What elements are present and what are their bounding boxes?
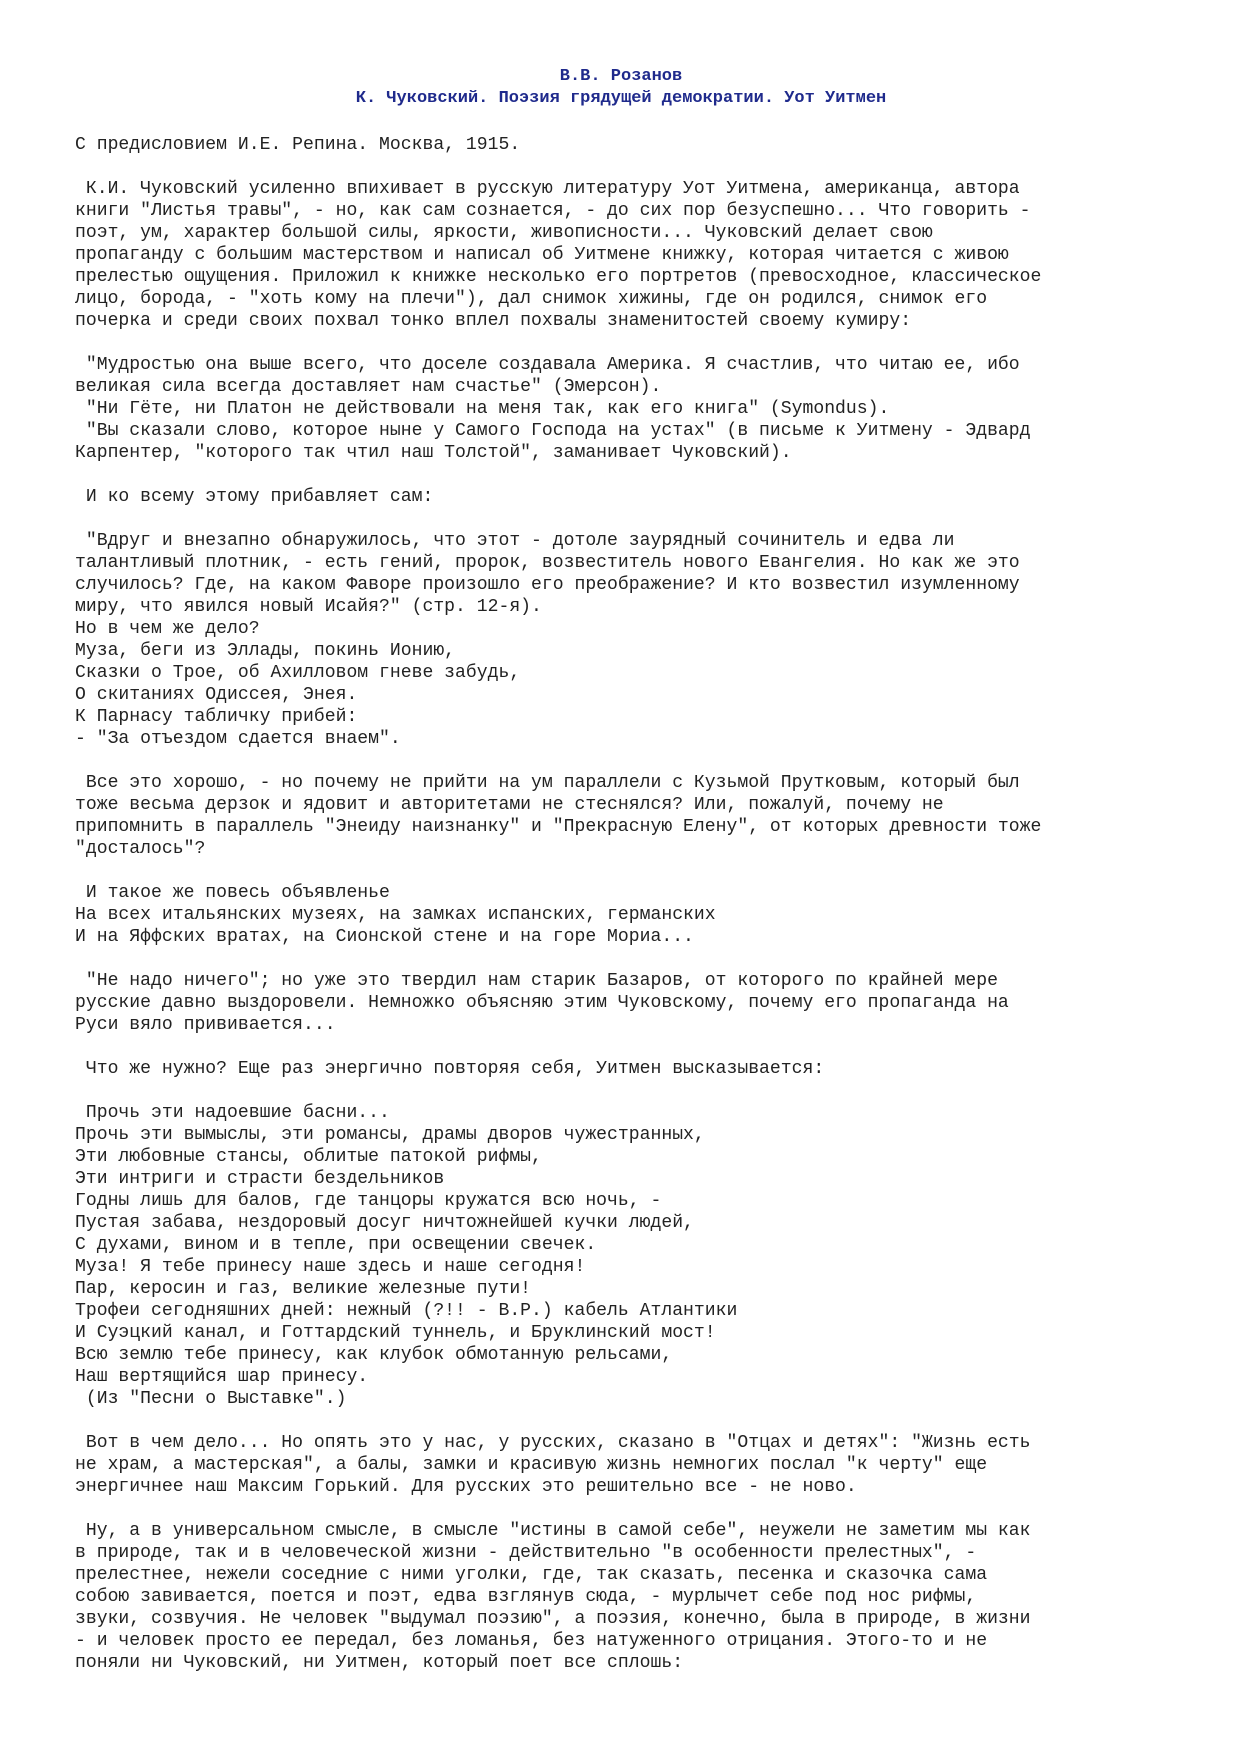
text-line: К.И. Чуковский усиленно впихивает в русскую литературу Уот Уитмена, американца, автора xyxy=(75,179,1020,199)
text-line: Пустая забава, нездоровый досуг ничтожнейшей кучки людей, xyxy=(75,1213,694,1233)
text-line: поэт, ум, характер большой силы, яркости, живописности... Чуковский делает свою xyxy=(75,223,933,243)
text-line: "Вы сказали слово, которое ныне у Самого Господа на устах" (в письме к Уитмену - Эдвард xyxy=(75,421,1031,441)
text-line: Пар, керосин и газ, великие железные пути! xyxy=(75,1279,532,1299)
text-line: О скитаниях Одиссея, Энея. xyxy=(75,685,358,705)
text-line: К Парнасу табличку прибей: xyxy=(75,707,358,727)
text-line: собою завивается, поется и поэт, едва взглянув сюда, - мурлычет себе под нос рифмы, xyxy=(75,1587,977,1607)
paragraph xyxy=(75,1432,1195,1498)
text-line: прелестнее, нежели соседние с ними уголки, где, так сказать, песенка и сказочка сама xyxy=(75,1565,988,1585)
text-line: "Не надо ничего"; но уже это твердил нам старик Базаров, от которого по крайней мере xyxy=(75,971,998,991)
paragraph xyxy=(75,772,1195,860)
text-line: Трофеи сегодняшних дней: нежный (?!! - В.Р.) кабель Атлантики xyxy=(75,1301,738,1321)
text-line: Муза, беги из Эллады, покинь Ионию, xyxy=(75,641,456,661)
paragraph xyxy=(75,970,1195,1036)
paragraph xyxy=(75,1102,1195,1410)
text-line: И такое же повесь объявленье xyxy=(75,883,390,903)
text-line: Сказки о Трое, об Ахилловом гневе забудь, xyxy=(75,663,521,683)
author-name: В.В. Розанов xyxy=(559,67,683,86)
text-line: На всех итальянских музеях, на замках испанских, германских xyxy=(75,905,716,925)
text-line: Эти любовные стансы, облитые патокой рифмы, xyxy=(75,1147,542,1167)
text-line: Муза! Я тебе принесу наше здесь и наше сегодня! xyxy=(75,1257,586,1277)
text-line: пропаганду с большим мастерством и написал об Уитмене книжку, которая читается с живою xyxy=(75,245,1009,265)
text-line: Все это хорошо, - но почему не прийти на ум параллели с Кузьмой Прутковым, который был xyxy=(75,773,1020,793)
text-line: поняли ни Чуковский, ни Уитмен, который поет все сплошь: xyxy=(75,1653,684,1673)
text-line: талантливый плотник, - есть гений, пророк, возвеститель нового Евангелия. Но как же это xyxy=(75,553,1020,573)
text-line: И на Яффских вратах, на Сионской стене и на горе Мориа... xyxy=(75,927,694,947)
text-line: русские давно выздоровели. Немножко объясняю этим Чуковскому, почему его пропаганда на xyxy=(75,993,1009,1013)
paragraph xyxy=(75,486,1195,508)
text-line: "досталось"? xyxy=(75,839,206,859)
text-line: "Мудростью она выше всего, что доселе создавала Америка. Я счастлив, что читаю ее, ибо xyxy=(75,355,1020,375)
text-line: И ко всему этому прибавляет сам: xyxy=(75,487,434,507)
text-line: Всю землю тебе принесу, как клубок обмотанную рельсами, xyxy=(75,1345,673,1365)
text-line: Ну, а в универсальном смысле, в смысле "истины в самой себе", неужели не заметим мы как xyxy=(75,1521,1031,1541)
document-title: К. Чуковский. Поэзия грядущей демократии. Уот Уитмен xyxy=(355,89,887,108)
paragraph xyxy=(75,1520,1195,1674)
paragraph xyxy=(75,1058,1195,1080)
text-line: звуки, созвучия. Не человек "выдумал поэзию", а поэзия, конечно, была в природе, в жизни xyxy=(75,1609,1031,1629)
text-line: - "За отъездом сдается внаем". xyxy=(75,729,401,749)
text-line: Эти интриги и страсти бездельников xyxy=(75,1169,445,1189)
text-line: лицо, борода, - "хоть кому на плечи"), дал снимок хижины, где он родился, снимок его xyxy=(75,289,988,309)
text-line: не храм, а мастерская", а балы, замки и красивую жизнь немногих послал "к черту" еще xyxy=(75,1455,988,1475)
text-line: Прочь эти надоевшие басни... xyxy=(75,1103,390,1123)
text-line: миру, что явился новый Исайя?" (стр. 12-я). xyxy=(75,597,542,617)
text-line: И Суэцкий канал, и Готтардский туннель, и Бруклинский мост! xyxy=(75,1323,716,1343)
text-line: Вот в чем дело... Но опять это у нас, у русских, сказано в "Отцах и детях": "Жизнь есть xyxy=(75,1433,1031,1453)
text-line: Но в чем же дело? xyxy=(75,619,260,639)
paragraph xyxy=(75,178,1195,332)
text-line: "Вдруг и внезапно обнаружилось, что этот - дотоле заурядный сочинитель и едва ли xyxy=(75,531,955,551)
text-line: (Из "Песни о Выставке".) xyxy=(75,1389,347,1409)
text-line: прелестью ощущения. Приложил к книжке несколько его портретов (превосходное, классическое xyxy=(75,267,1042,287)
text-line: Что же нужно? Еще раз энергично повторяя себя, Уитмен высказывается: xyxy=(75,1059,825,1079)
text-line: энергичнее наш Максим Горький. Для русских это решительно все - не ново. xyxy=(75,1477,857,1497)
text-line: Карпентер, "которого так чтил наш Толстой", заманивает Чуковский). xyxy=(75,443,792,463)
text-line: почерка и среди своих похвал тонко вплел похвалы знаменитостей своему кумиру: xyxy=(75,311,912,331)
text-line: - и человек просто ее передал, без ломанья, без натуженного отрицания. Этого-то и не xyxy=(75,1631,988,1651)
text-line: припомнить в параллель "Энеиду наизнанку" и "Прекрасную Елену", от которых древности тоже xyxy=(75,817,1042,837)
text-line: в природе, так и в человеческой жизни - действительно "в особенности прелестных", - xyxy=(75,1543,977,1563)
document-body xyxy=(75,134,1195,1696)
text-line: "Ни Гёте, ни Платон не действовали на меня так, как его книга" (Symondus). xyxy=(75,399,890,419)
paragraph xyxy=(75,530,1195,750)
text-line: С духами, вином и в тепле, при освещении свечек. xyxy=(75,1235,597,1255)
text-line: Прочь эти вымыслы, эти романсы, драмы дворов чужестранных, xyxy=(75,1125,705,1145)
text-line: С предисловием И.Е. Репина. Москва, 1915. xyxy=(75,135,521,155)
paragraph xyxy=(75,354,1195,464)
title-block xyxy=(0,66,1242,110)
text-line: Руси вяло прививается... xyxy=(75,1015,336,1035)
paragraph xyxy=(75,882,1195,948)
text-line: Наш вертящийся шар принесу. xyxy=(75,1367,369,1387)
text-line: книги "Листья травы", - но, как сам сознается, - до сих пор безуспешно... Что говорить - xyxy=(75,201,1031,221)
text-line: случилось? Где, на каком Фаворе произошло его преображение? И кто возвестил изумленному xyxy=(75,575,1020,595)
text-line: тоже весьма дерзок и ядовит и авторитетами не стеснялся? Или, пожалуй, почему не xyxy=(75,795,944,815)
paragraph xyxy=(75,134,1195,156)
text-line: великая сила всегда доставляет нам счастье" (Эмерсон). xyxy=(75,377,662,397)
text-line: Годны лишь для балов, где танцоры кружатся всю ночь, - xyxy=(75,1191,662,1211)
